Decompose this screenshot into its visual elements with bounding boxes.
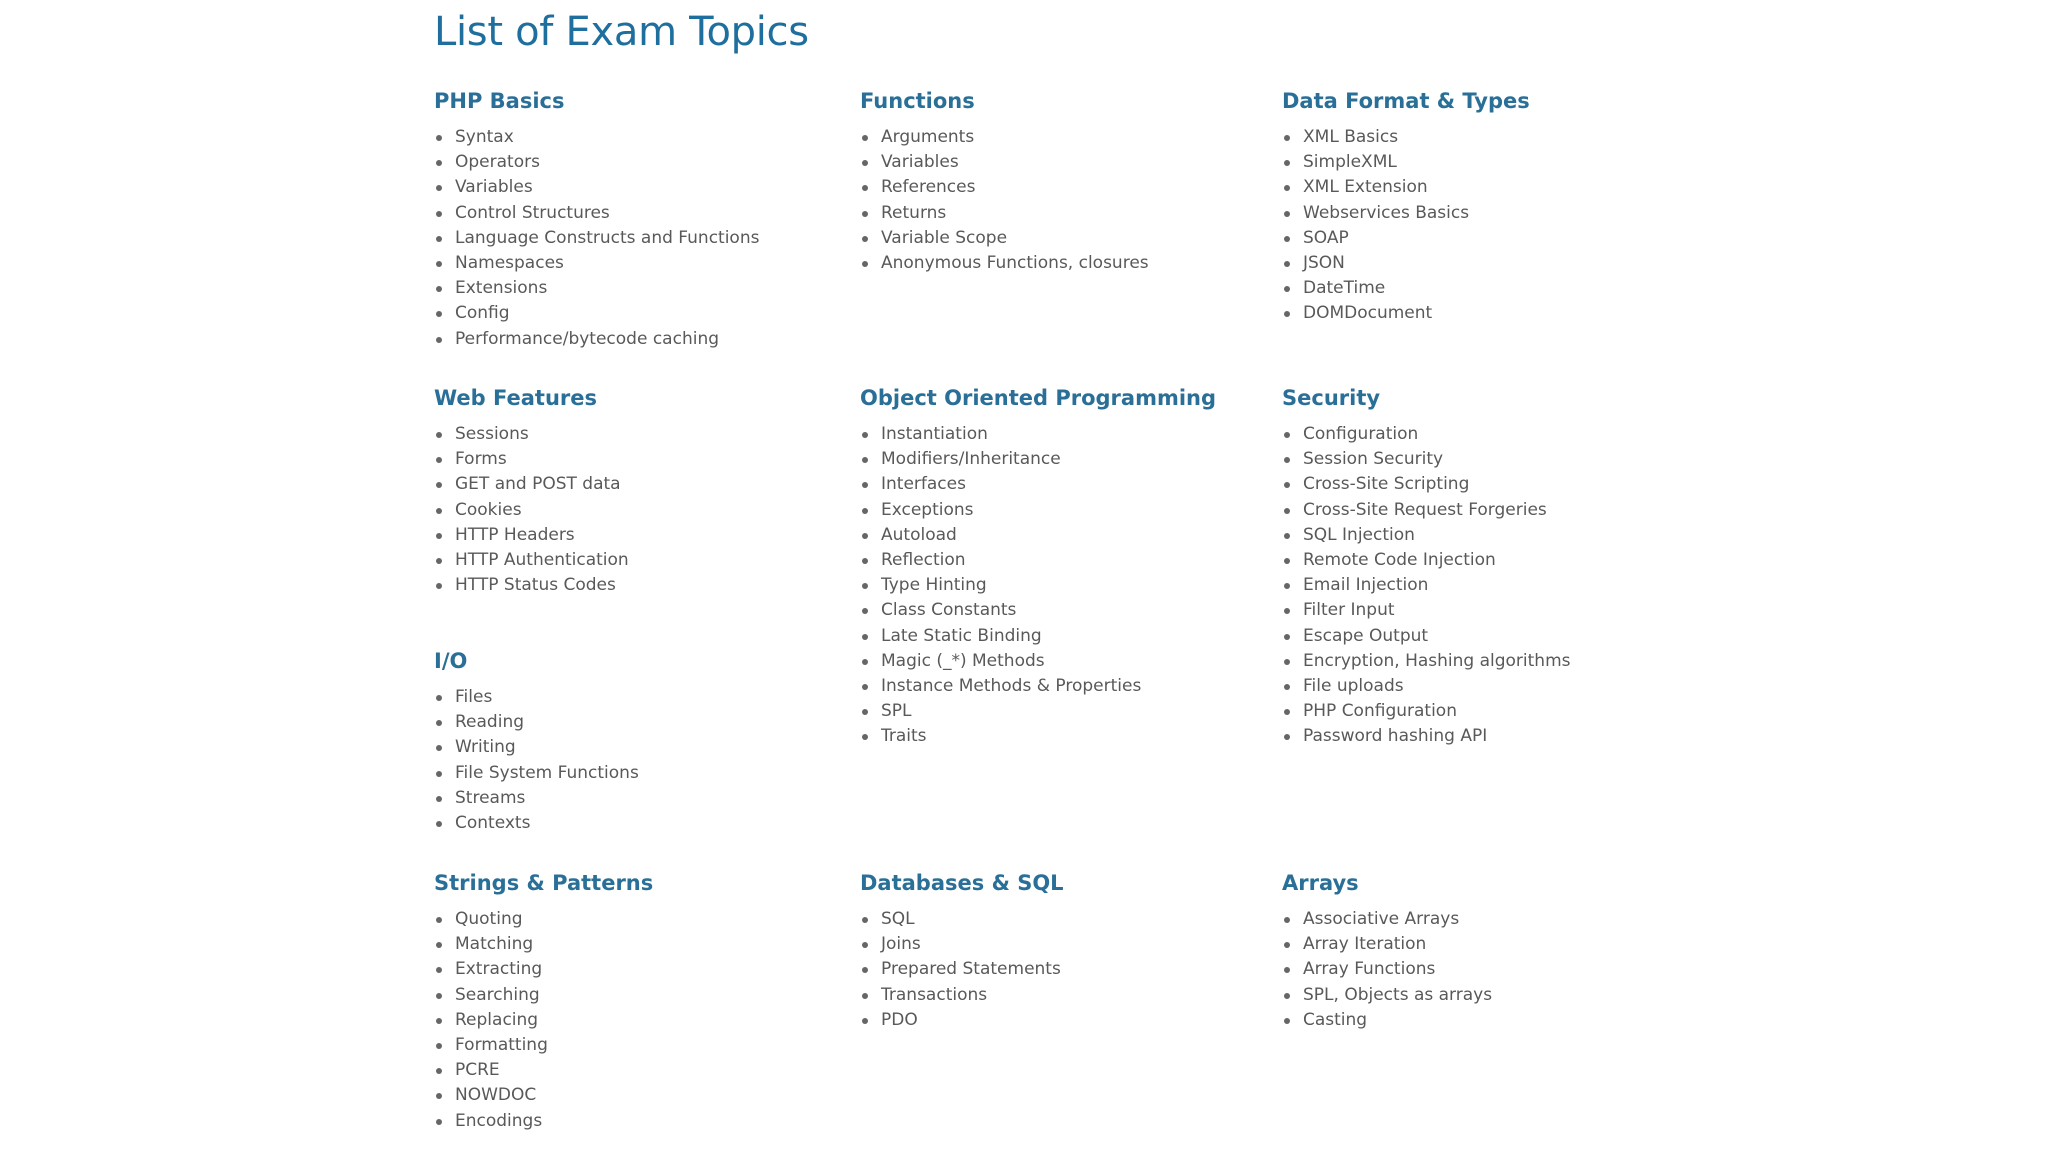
list-item-label: File System Functions — [455, 762, 639, 783]
list-item-label: Webservices Basics — [1303, 202, 1470, 223]
section-php-basics — [434, 86, 759, 352]
list-item — [434, 201, 759, 226]
list-item-label: Extracting — [455, 959, 543, 980]
list-item — [860, 125, 1149, 150]
section-heading: Data Format & Types — [1282, 89, 1530, 113]
section-heading: PHP Basics — [434, 89, 565, 113]
section-heading: Databases & SQL — [860, 871, 1064, 895]
list-item — [1282, 983, 1492, 1008]
bullet-icon — [436, 1093, 442, 1099]
list-item — [434, 276, 759, 301]
bullet-icon — [436, 160, 442, 166]
bullet-icon — [436, 1018, 442, 1024]
section-databases-sql — [860, 868, 1064, 1033]
list-item-label: Control Structures — [455, 202, 610, 223]
bullet-icon — [436, 236, 442, 242]
bullet-icon — [436, 745, 442, 751]
bullet-icon — [862, 917, 868, 923]
list-item-label: Syntax — [455, 127, 514, 147]
list-item-label: XML Extension — [1303, 177, 1428, 198]
bullet-icon — [1284, 311, 1290, 317]
list-item — [1282, 624, 1571, 649]
bullet-icon — [862, 684, 868, 690]
bullet-icon — [862, 135, 868, 141]
bullet-icon — [436, 720, 442, 726]
bullet-icon — [436, 558, 442, 564]
list-item — [860, 548, 1216, 573]
section-data-format-types — [1282, 86, 1530, 327]
list-item-label: HTTP Status Codes — [455, 575, 616, 596]
bullet-icon — [1284, 583, 1290, 589]
bullet-icon — [1284, 286, 1290, 292]
list-item-label: Cookies — [455, 499, 522, 520]
list-item — [1282, 548, 1571, 573]
list-item — [434, 685, 639, 710]
list-item — [434, 175, 759, 200]
bullet-icon — [862, 457, 868, 463]
topic-list — [860, 422, 1216, 750]
list-item — [860, 251, 1149, 276]
bullet-icon — [862, 211, 868, 217]
list-item-label: Streams — [455, 787, 526, 808]
list-item-label: References — [881, 177, 976, 198]
list-item-label: Exceptions — [881, 499, 974, 520]
list-item — [1282, 472, 1571, 497]
list-item-label: PCRE — [455, 1060, 500, 1081]
bullet-icon — [1284, 533, 1290, 539]
bullet-icon — [436, 1043, 442, 1049]
list-item-label: Type Hinting — [881, 575, 987, 596]
list-item-label: Variables — [455, 177, 533, 198]
bullet-icon — [1284, 261, 1290, 267]
list-item — [434, 301, 759, 326]
bullet-icon — [436, 211, 442, 217]
list-item-label: Escape Output — [1303, 625, 1429, 646]
bullet-icon — [1284, 185, 1290, 191]
list-item — [434, 932, 653, 957]
list-item — [434, 251, 759, 276]
bullet-icon — [862, 508, 868, 514]
list-item — [1282, 649, 1571, 674]
list-item — [860, 649, 1216, 674]
section-security — [1282, 383, 1571, 750]
bullet-icon — [1284, 508, 1290, 514]
list-item-label: XML Basics — [1303, 127, 1399, 147]
list-item-label: Instance Methods & Properties — [881, 676, 1142, 697]
list-item-label: Interfaces — [881, 474, 966, 495]
list-item-label: File uploads — [1303, 676, 1404, 697]
bullet-icon — [1284, 993, 1290, 999]
list-item — [434, 735, 639, 760]
section-heading: Arrays — [1282, 871, 1359, 895]
bullet-icon — [862, 261, 868, 267]
list-item — [434, 226, 759, 251]
bullet-icon — [1284, 709, 1290, 715]
list-item — [434, 710, 639, 735]
bullet-icon — [862, 709, 868, 715]
bullet-icon — [436, 771, 442, 777]
section-object-oriented-programming — [860, 383, 1216, 750]
bullet-icon — [1284, 942, 1290, 948]
list-item — [434, 472, 629, 497]
list-item — [434, 548, 629, 573]
bullet-icon — [862, 533, 868, 539]
list-item-label: Cross-Site Scripting — [1303, 474, 1470, 495]
bullet-icon — [1284, 211, 1290, 217]
list-item-label: NOWDOC — [455, 1085, 537, 1106]
list-item — [1282, 276, 1530, 301]
list-item — [860, 1008, 1064, 1033]
bullet-icon — [436, 942, 442, 948]
list-item — [1282, 573, 1571, 598]
list-item-label: Matching — [455, 934, 534, 955]
list-item — [1282, 125, 1530, 150]
list-item-label: Associative Arrays — [1303, 909, 1460, 929]
topic-list — [1282, 907, 1492, 1033]
list-item-label: Reflection — [881, 550, 966, 571]
list-item-label: Array Functions — [1303, 959, 1436, 980]
section-heading: Strings & Patterns — [434, 871, 654, 895]
bullet-icon — [436, 508, 442, 514]
list-item-label: Anonymous Functions, closures — [881, 253, 1149, 274]
topic-list — [434, 125, 759, 352]
bullet-icon — [436, 821, 442, 827]
list-item — [1282, 724, 1571, 749]
list-item — [860, 226, 1149, 251]
bullet-icon — [1284, 684, 1290, 690]
bullet-icon — [436, 457, 442, 463]
bullet-icon — [1284, 967, 1290, 973]
list-item-label: Operators — [455, 152, 540, 173]
topic-list — [434, 685, 639, 836]
bullet-icon — [436, 337, 442, 343]
section-strings-patterns — [434, 868, 653, 1134]
list-item — [1282, 699, 1571, 724]
list-item — [1282, 957, 1492, 982]
list-item — [434, 1008, 653, 1033]
list-item-label: Formatting — [455, 1035, 548, 1056]
bullet-icon — [862, 942, 868, 948]
section-heading: Web Features — [434, 386, 597, 410]
list-item — [860, 907, 1064, 932]
list-item-label: Configuration — [1303, 424, 1419, 444]
list-item-label: Modifiers/Inheritance — [881, 449, 1061, 470]
list-item-label: Late Static Binding — [881, 625, 1042, 646]
list-item-label: Session Security — [1303, 449, 1444, 470]
list-item-label: Password hashing API — [1303, 726, 1488, 747]
bullet-icon — [436, 286, 442, 292]
list-item — [860, 472, 1216, 497]
bullet-icon — [1284, 558, 1290, 564]
list-item — [1282, 226, 1530, 251]
list-item — [1282, 523, 1571, 548]
list-item-label: JSON — [1303, 253, 1345, 274]
list-item — [860, 674, 1216, 699]
list-item — [434, 150, 759, 175]
bullet-icon — [436, 432, 442, 438]
list-item — [434, 422, 629, 447]
topic-list — [1282, 422, 1571, 750]
list-item — [860, 624, 1216, 649]
section-heading: Functions — [860, 89, 975, 113]
list-item-label: Email Injection — [1303, 575, 1429, 596]
bullet-icon — [1284, 135, 1290, 141]
bullet-icon — [862, 482, 868, 488]
list-item — [1282, 201, 1530, 226]
list-item-label: Returns — [881, 202, 947, 223]
list-item — [860, 150, 1149, 175]
list-item-label: PHP Configuration — [1303, 701, 1457, 722]
list-item-label: SQL Injection — [1303, 524, 1415, 545]
bullet-icon — [862, 583, 868, 589]
list-item-label: Searching — [455, 984, 540, 1005]
bullet-icon — [862, 1018, 868, 1024]
list-item-label: Magic (_*) Methods — [881, 650, 1045, 671]
list-item-label: Casting — [1303, 1009, 1368, 1030]
list-item — [1282, 422, 1571, 447]
bullet-icon — [862, 160, 868, 166]
bullet-icon — [862, 558, 868, 564]
section-heading: I/O — [434, 649, 468, 673]
list-item-label: SPL, Objects as arrays — [1303, 984, 1493, 1005]
bullet-icon — [436, 261, 442, 267]
bullet-icon — [862, 634, 868, 640]
bullet-icon — [1284, 236, 1290, 242]
bullet-icon — [436, 482, 442, 488]
list-item — [860, 699, 1216, 724]
bullet-icon — [436, 695, 442, 701]
list-item — [434, 786, 639, 811]
list-item-label: GET and POST data — [455, 474, 621, 495]
list-item — [434, 1083, 653, 1108]
list-item — [434, 1109, 653, 1134]
list-item-label: Contexts — [455, 813, 531, 834]
list-item-label: Encryption, Hashing algorithms — [1303, 650, 1571, 671]
list-item-label: Variables — [881, 152, 959, 173]
list-item — [1282, 932, 1492, 957]
page-title: List of Exam Topics — [434, 9, 809, 55]
list-item-label: Arguments — [881, 127, 975, 147]
bullet-icon — [1284, 634, 1290, 640]
list-item-label: Filter Input — [1303, 600, 1395, 621]
list-item — [1282, 251, 1530, 276]
list-item-label: Prepared Statements — [881, 959, 1061, 980]
list-item — [434, 498, 629, 523]
bullet-icon — [436, 135, 442, 141]
list-item-label: Joins — [881, 934, 921, 955]
topic-list — [860, 907, 1064, 1033]
list-item — [860, 523, 1216, 548]
list-item — [860, 957, 1064, 982]
section-functions — [860, 86, 1149, 276]
list-item — [434, 983, 653, 1008]
list-item-label: Config — [455, 303, 510, 324]
list-item-label: Cross-Site Request Forgeries — [1303, 499, 1547, 520]
list-item-label: Traits — [881, 726, 927, 747]
list-item — [860, 447, 1216, 472]
list-item — [860, 498, 1216, 523]
list-item — [434, 327, 759, 352]
bullet-icon — [862, 734, 868, 740]
list-item — [860, 422, 1216, 447]
list-item — [1282, 301, 1530, 326]
list-item-label: SOAP — [1303, 227, 1349, 248]
section-io — [434, 646, 639, 836]
bullet-icon — [862, 967, 868, 973]
list-item — [860, 175, 1149, 200]
list-item — [860, 573, 1216, 598]
list-item — [434, 573, 629, 598]
topic-list — [1282, 125, 1530, 327]
list-item — [434, 907, 653, 932]
list-item — [434, 447, 629, 472]
list-item-label: Sessions — [455, 424, 529, 444]
list-item-label: Instantiation — [881, 424, 988, 444]
bullet-icon — [862, 659, 868, 665]
list-item — [1282, 150, 1530, 175]
bullet-icon — [862, 236, 868, 242]
bullet-icon — [436, 1119, 442, 1125]
list-item — [1282, 498, 1571, 523]
section-arrays — [1282, 868, 1492, 1033]
list-item-label: Array Iteration — [1303, 934, 1427, 955]
list-item-label: Writing — [455, 737, 516, 758]
list-item — [1282, 447, 1571, 472]
list-item — [860, 598, 1216, 623]
list-item-label: Quoting — [455, 909, 523, 929]
bullet-icon — [1284, 160, 1290, 166]
topic-list — [860, 125, 1149, 276]
bullet-icon — [1284, 432, 1290, 438]
bullet-icon — [1284, 608, 1290, 614]
bullet-icon — [862, 432, 868, 438]
topic-list — [434, 907, 653, 1134]
bullet-icon — [1284, 917, 1290, 923]
bullet-icon — [436, 311, 442, 317]
list-item — [1282, 175, 1530, 200]
list-item-label: DOMDocument — [1303, 303, 1433, 324]
list-item-label: Performance/bytecode caching — [455, 328, 720, 349]
list-item — [1282, 907, 1492, 932]
list-item-label: SPL — [881, 701, 912, 722]
list-item — [434, 811, 639, 836]
list-item-label: Namespaces — [455, 253, 564, 274]
bullet-icon — [436, 533, 442, 539]
list-item — [860, 724, 1216, 749]
list-item — [860, 932, 1064, 957]
list-item — [860, 201, 1149, 226]
list-item-label: Replacing — [455, 1009, 539, 1030]
section-heading: Security — [1282, 386, 1381, 410]
bullet-icon — [1284, 1018, 1290, 1024]
section-web-features — [434, 383, 629, 598]
list-item — [1282, 674, 1571, 699]
bullet-icon — [436, 1068, 442, 1074]
section-heading: Object Oriented Programming — [860, 386, 1217, 410]
list-item — [434, 957, 653, 982]
list-item — [860, 983, 1064, 1008]
bullet-icon — [436, 796, 442, 802]
list-item — [434, 1033, 653, 1058]
list-item-label: Extensions — [455, 278, 548, 299]
list-item-label: Encodings — [455, 1110, 543, 1131]
list-item-label: HTTP Authentication — [455, 550, 629, 571]
topic-list — [434, 422, 629, 598]
list-item-label: Files — [455, 687, 493, 707]
bullet-icon — [1284, 457, 1290, 463]
list-item-label: PDO — [881, 1009, 918, 1030]
list-item-label: Autoload — [881, 524, 957, 545]
list-item-label: Transactions — [881, 984, 988, 1005]
list-item-label: Reading — [455, 712, 525, 733]
list-item-label: Remote Code Injection — [1303, 550, 1496, 571]
bullet-icon — [1284, 659, 1290, 665]
list-item-label: DateTime — [1303, 278, 1386, 299]
list-item — [434, 523, 629, 548]
bullet-icon — [862, 185, 868, 191]
bullet-icon — [1284, 482, 1290, 488]
list-item-label: HTTP Headers — [455, 524, 575, 545]
list-item-label: Class Constants — [881, 600, 1017, 621]
bullet-icon — [436, 583, 442, 589]
list-item-label: Forms — [455, 449, 507, 470]
list-item — [1282, 598, 1571, 623]
bullet-icon — [436, 917, 442, 923]
list-item-label: Language Constructs and Functions — [455, 227, 760, 248]
list-item — [434, 125, 759, 150]
bullet-icon — [436, 967, 442, 973]
bullet-icon — [1284, 734, 1290, 740]
list-item-label: SimpleXML — [1303, 152, 1397, 173]
list-item — [434, 761, 639, 786]
list-item — [1282, 1008, 1492, 1033]
bullet-icon — [862, 993, 868, 999]
list-item-label: Variable Scope — [881, 227, 1008, 248]
bullet-icon — [862, 608, 868, 614]
bullet-icon — [436, 185, 442, 191]
list-item-label: SQL — [881, 909, 915, 929]
bullet-icon — [436, 993, 442, 999]
list-item — [434, 1058, 653, 1083]
